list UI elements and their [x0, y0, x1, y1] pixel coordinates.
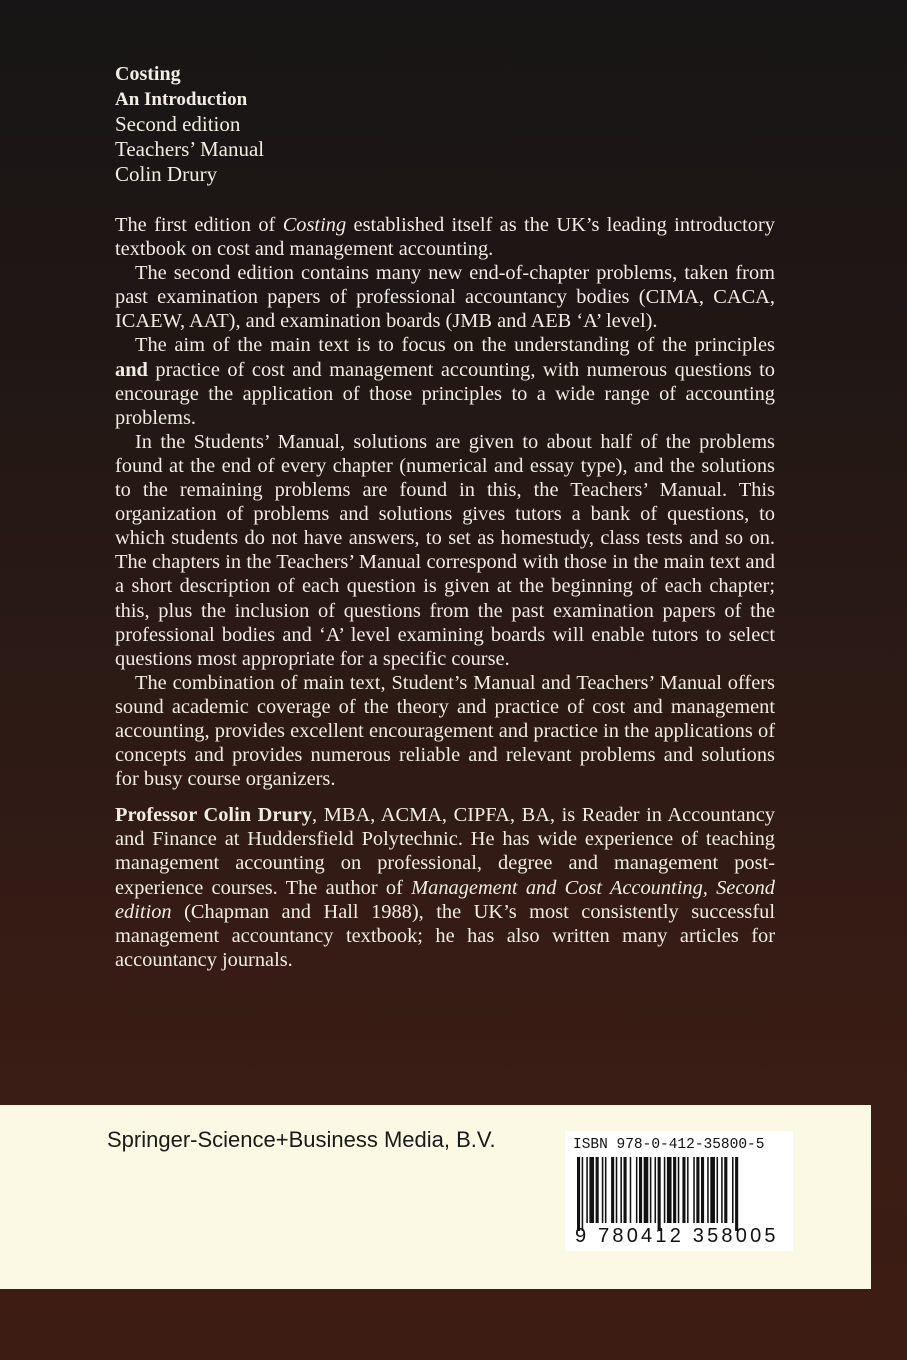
isbn-label: ISBN 978-0-412-35800-5 [573, 1137, 765, 1153]
book-subtitle: An Introduction [115, 89, 248, 110]
barcode-bar [577, 1157, 580, 1231]
publisher-name: Springer-Science+Business Media, B.V. [107, 1127, 496, 1152]
book-header [115, 62, 515, 187]
barcode-bar [616, 1157, 618, 1223]
book-edition: Second edition [115, 112, 241, 136]
barcode-bar [710, 1157, 715, 1223]
barcode-bar [735, 1157, 738, 1231]
barcode-bar [611, 1157, 614, 1223]
footer-band [0, 1105, 871, 1289]
book-title-italic: Costing [282, 214, 347, 236]
barcode-bar [732, 1157, 734, 1223]
blurb-paragraph-3: The aim of the main text is to focus on the understanding of the principles and practice of cost and management accounting, with numerous questions to encourage the application of those principles to a wide range of accounting problems. [115, 334, 775, 429]
barcode-bar [620, 1157, 622, 1223]
barcode-bar [664, 1157, 666, 1223]
barcode-bar [655, 1157, 657, 1223]
barcode-bar [693, 1157, 695, 1223]
barcode-bar [602, 1157, 604, 1223]
book-author: Colin Drury [115, 162, 218, 186]
barcode-bar [582, 1157, 584, 1231]
barcode-bar [696, 1157, 699, 1223]
book-manual-type: Teachers’ Manual [115, 137, 265, 161]
barcode-bar [667, 1157, 672, 1223]
blurb [115, 213, 775, 972]
barcode-bar [596, 1157, 599, 1223]
barcode-bar [701, 1157, 704, 1223]
barcode-bar [687, 1157, 689, 1223]
barcode-bar [658, 1157, 661, 1231]
barcode-bar [650, 1157, 652, 1223]
other-book-title: Management and Cost Accounting, Second edition [115, 876, 775, 923]
barcode-bar [673, 1157, 676, 1223]
book-title: Costing [115, 63, 181, 85]
barcode-bar [624, 1157, 627, 1223]
barcode-digits: 9 780412 358005 [575, 1225, 779, 1247]
barcode-bar [721, 1157, 723, 1223]
barcode-bar [717, 1157, 719, 1223]
barcode-bar [605, 1157, 607, 1223]
barcode-bar [586, 1157, 588, 1223]
barcode-bar [724, 1157, 727, 1223]
isbn-barcode [565, 1131, 793, 1251]
author-name: Professor Colin Drury [115, 804, 313, 827]
barcode-bar [707, 1157, 709, 1223]
barcode-bar [639, 1157, 642, 1223]
blurb-paragraph-5: The combination of main text, Student’s Manual and Teachers’ Manual offers sound academic coverage of the theory and practice of cost and management accounting, provides excellent encouragement and practice in the applications of concepts and provides numerous reliable and relevant problems and solutions for busy course organizers. [115, 671, 775, 791]
barcode-bar [678, 1157, 680, 1223]
barcode-bar [636, 1157, 638, 1223]
blurb-paragraph-4: In the Students’ Manual, solutions are given to about half of the problems found at the end of every chapter (numerical and essay type), and the solutions to the remaining problems are found in this, the Teachers’ Manual. This organization of problems and solutions gives tutors a bank of questions, to which students do not have answers, to set as homestudy, class tests and so on. The chapters in the Teachers’ Manual correspond with those in the main text and a short description of each question is given at the beginning of each chapter; this, plus the inclusion of questions from the past examination papers of the professional bodies and ‘A’ level examining boards will enable tutors to select questions most appropriate for a specific course. [115, 430, 775, 670]
barcode-bar [630, 1157, 632, 1223]
blurb-paragraph-2: The second edition contains many new end-of-chapter problems, taken from past examination papers of professional accountancy bodies (CIMA, CACA, ICAEW, AAT), and examination boards (JMB and AEB ‘A’ level). [115, 262, 775, 333]
blurb-paragraph-1: The first edition of Costing established itself as the UK’s leading introductory textbook on cost and management accounting. [115, 214, 775, 261]
barcode-bar [589, 1157, 594, 1223]
barcode-bar [682, 1157, 685, 1223]
barcode-bar [644, 1157, 649, 1223]
author-bio: Professor Colin Drury, MBA, ACMA, CIPFA, BA, is Reader in Accountancy and Finance at Huddersfield Polytechnic. He has wide experience of teaching management accounting on professional, degree and management post-experience courses. The author of Management and Cost Accounting, Second edition (Chapman and Hall 1988), the UK’s most consistently successful management accountancy textbook; he has also written many articles for accountancy journals. [115, 804, 775, 971]
